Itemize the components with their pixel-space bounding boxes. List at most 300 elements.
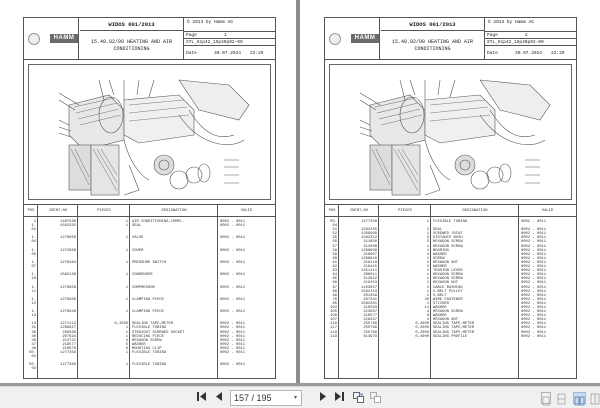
row-designation: SCREWED JOINT (433, 232, 463, 237)
copyright: © 2013 by Hamm AG (488, 20, 534, 25)
row-valid: 0002 - 0011 (521, 330, 547, 335)
exploded-parts-drawing (28, 64, 271, 200)
row-designation: WASHER (433, 265, 447, 270)
row-valid: 0002 - 0011 (220, 338, 246, 343)
row-pos: 50. (330, 220, 337, 224)
row-pos: 03 (31, 367, 36, 372)
row-pieces: 1 (125, 326, 128, 331)
row-ident: 1277360 (60, 363, 76, 368)
row-valid: 0002 - 0011 (220, 310, 246, 315)
back-view-icon (353, 392, 364, 403)
sheet-header (24, 18, 275, 60)
row-pos: 04 (332, 224, 337, 229)
row-pieces: 1 (125, 220, 128, 224)
row-designation: CLAMPING PIECE (132, 297, 164, 302)
row-pos: 46 (31, 338, 36, 343)
row-designation: HEXAGON SCREW (433, 240, 463, 245)
row-valid: 0002 - 0011 (521, 322, 547, 327)
row-designation: FLEXIBLE TUBING (132, 363, 167, 368)
row-valid: 0002 - 0011 (521, 285, 547, 290)
row-valid: 0002 - 0011 (521, 236, 547, 241)
row-pieces: 4 (426, 318, 429, 323)
row-pos: 116 (330, 322, 337, 327)
page-label: Page (186, 33, 197, 38)
row-ident: 216607 (363, 252, 377, 257)
page-row (485, 31, 577, 38)
row-designation: REDUCING PIECE (132, 334, 164, 339)
forward-view-button[interactable] (369, 392, 381, 404)
row-pos: 57 (332, 244, 337, 249)
row-valid: 0002 - 0011 (521, 228, 547, 233)
row-valid: 0002 - 0011 (521, 232, 547, 237)
row-pieces: 1 (125, 224, 128, 229)
row-pieces: 1 (125, 310, 128, 315)
parts-table (24, 204, 275, 378)
page-number: 1 (224, 33, 227, 38)
table-body (325, 220, 576, 339)
parts-table (325, 204, 576, 378)
row-pos: 63 (332, 269, 337, 274)
row-ident: 1272958 (60, 248, 76, 253)
row-ident: 1277359 (361, 220, 377, 224)
row-designation: PRESSURE SWITCH (132, 260, 167, 265)
row-pieces: 4 (426, 310, 429, 315)
row-designation: COVER (132, 248, 144, 253)
catalog-title: WIDOS 001/2013 (80, 18, 183, 31)
row-ident: 255769 (363, 326, 377, 331)
row-pos: 61 (332, 260, 337, 265)
catalog-title: WIDOS 001/2013 (381, 18, 484, 31)
page-left (0, 0, 292, 386)
row-valid: 0002 - 0011 (220, 322, 246, 327)
row-ident: 255769 (363, 322, 377, 327)
row-pieces: 40 (424, 297, 429, 302)
row-pos: 60 (332, 256, 337, 261)
row-pieces: 1 (125, 363, 128, 368)
row-valid: 0002 - 0011 (521, 334, 547, 339)
row-pos: 85 (332, 301, 337, 306)
row-pieces: 0,2000 (415, 330, 429, 335)
row-valid: 0002 - 0011 (220, 285, 246, 290)
two-page-continuous-icon (590, 393, 600, 405)
row-pos: 40 (31, 334, 36, 339)
copyright: © 2013 by Hamm AG (187, 20, 233, 25)
row-pos: 51 (332, 228, 337, 233)
sheet-meta (183, 18, 275, 60)
forward-view-icon (370, 392, 381, 403)
row-valid: 0002 - 0011 (521, 293, 547, 298)
row-pos: 50. (29, 363, 36, 368)
row-designation: SEALING TAPE,METER (132, 322, 174, 327)
col-designation: DESIGNATION (462, 209, 488, 213)
sheet-meta (484, 18, 576, 60)
row-pos: 107 (330, 318, 337, 323)
row-pos: 64 (332, 273, 337, 278)
row-valid: 0002 - 0011 (220, 342, 246, 347)
row-ident: 614979 (363, 334, 377, 339)
single-page-icon (542, 396, 550, 406)
row-pieces: 1 (125, 334, 128, 339)
row-designation: STRAIGHT SCREWED SOCKET (132, 330, 185, 335)
row-pos: 67 (332, 285, 337, 290)
prev-page-icon (216, 392, 222, 401)
row-valid: 0002 - 0011 (521, 244, 547, 249)
row-designation: WASHER (433, 314, 447, 319)
exploded-parts-drawing (329, 64, 572, 200)
row-pieces: 4 (426, 252, 429, 257)
row-designation: SEAL (132, 224, 142, 229)
row-ident: 1582301 (361, 301, 377, 306)
row-valid: 0002 - 0011 (220, 260, 246, 265)
row-designation: HEXAGON SCREW (433, 244, 463, 249)
row-pieces: 2 (426, 265, 429, 270)
row-valid: 0002 - 0011 (220, 351, 246, 355)
next-page-button[interactable] (318, 392, 328, 404)
row-pos: 68 (332, 289, 337, 294)
row-valid: 0002 - 0011 (521, 297, 547, 302)
row-ident: 1487560 (60, 220, 76, 224)
row-pos: 12 (31, 301, 36, 306)
date-value: 30.07.2024 (515, 51, 543, 56)
table-row (24, 367, 275, 371)
row-pieces: 1 (426, 220, 429, 224)
row-valid: 0002 - 0011 (220, 224, 246, 229)
section-title: 15.40.02/00 HEATING AND AIR CONDITIONING (90, 39, 172, 52)
first-page-button[interactable] (196, 392, 208, 404)
row-designation: AIR CONDITIONING,COMPL. (132, 220, 185, 224)
row-valid: 0002 - 0011 (220, 236, 246, 241)
row-designation: SEALING TAPE,METER (433, 330, 475, 335)
row-pieces: 1 (426, 277, 429, 282)
row-pos: 48 (31, 346, 36, 351)
row-pos: 118 (330, 330, 337, 335)
row-designation: CLAMPING PIECE (132, 310, 164, 315)
parts-sheet (23, 17, 276, 379)
row-ident: 1582255 (361, 228, 377, 233)
row-valid: 0002 - 0011 (220, 363, 246, 368)
row-pos: 01 (31, 228, 36, 233)
row-pieces: 1 (125, 351, 128, 355)
col-ident: IDENT-NO (349, 209, 369, 213)
row-pos: 13 (31, 314, 36, 319)
navigation-toolbar (0, 386, 600, 408)
hamm-logo: HAMM (351, 34, 379, 43)
row-designation: WASHER (433, 305, 447, 310)
row-pieces: 2 (426, 260, 429, 265)
row-ident: 207624 (62, 334, 76, 339)
row-pieces: 1 (125, 273, 128, 278)
row-valid: 0002 - 0011 (521, 305, 547, 310)
row-valid: 0002 - 0011 (521, 260, 547, 265)
row-designation: VALVE (132, 236, 144, 241)
next-page-icon (320, 392, 326, 401)
row-pieces: 1 (426, 244, 429, 249)
row-valid: 0002 - 0011 (521, 277, 547, 282)
first-page-icon (197, 392, 207, 401)
row-pieces: 1 (426, 228, 429, 233)
row-pos: 31 (31, 326, 36, 331)
row-pos: 05 (31, 252, 36, 257)
row-ident: 1268627 (60, 326, 76, 331)
row-designation: WASHER (433, 252, 447, 257)
row-ident: 1278364 (60, 260, 76, 265)
row-ident: 1582352 (361, 236, 377, 241)
back-view-button[interactable] (352, 392, 364, 404)
row-pieces: 1 (426, 256, 429, 261)
row-pos: 50. (29, 351, 36, 355)
row-designation: MOUNTING CLIP (132, 346, 162, 351)
col-valid: VALID (541, 209, 554, 213)
row-pieces: 0,4000 (415, 322, 429, 327)
view-single-page-button[interactable] (541, 392, 551, 404)
row-pieces: 5 (125, 342, 128, 347)
row-designation: HEXAGON SCREW (433, 273, 463, 278)
row-valid: 0002 - 0011 (521, 310, 547, 315)
table-header (325, 205, 576, 217)
row-pos: 1. (31, 285, 36, 290)
row-valid: 0002 - 0011 (220, 326, 246, 331)
row-ident: 1276858 (60, 285, 76, 290)
row-ident: 216437 (363, 318, 377, 323)
row-pieces: 4 (125, 338, 128, 343)
row-valid: 0002 - 0011 (220, 248, 246, 253)
row-ident: 207341 (363, 297, 377, 302)
row-ident: 210978 (62, 346, 76, 351)
row-pos: 02 (31, 355, 36, 360)
row-designation: HEXAGON NUT (433, 281, 459, 286)
row-ident: 1277359 (60, 351, 76, 355)
row-pieces: 1 (426, 293, 429, 298)
row-pieces: 0,1500 (114, 322, 128, 327)
parts-sheet (324, 17, 577, 379)
row-valid: 0002 - 0011 (521, 301, 547, 306)
row-ident: 216577 (363, 314, 377, 319)
row-designation: V-BELT (433, 293, 447, 298)
row-ident: 213667 (363, 310, 377, 315)
row-pos: 105 (330, 310, 337, 315)
col-designation: DESIGNATION (161, 209, 187, 213)
hamm-logo: HAMM (50, 34, 78, 43)
row-ident: 1582139 (60, 273, 76, 278)
row-ident: 212008 (363, 244, 377, 249)
table-body (24, 220, 275, 371)
row-ident: 211850 (363, 240, 377, 245)
col-pos: POS (328, 209, 336, 213)
row-ident: 201359 (363, 293, 377, 298)
row-valid: 0002 - 0011 (521, 240, 547, 245)
page-number: 2 (525, 33, 528, 38)
row-pieces: 14 (424, 305, 429, 310)
row-pieces: 1 (125, 260, 128, 265)
row-ident: 216577 (62, 342, 76, 347)
row-pos: 106 (330, 314, 337, 319)
row-designation: FLEXIBLE TUBING (132, 351, 167, 355)
two-page-icon (574, 396, 585, 406)
row-valid: 0002 - 0011 (521, 248, 547, 253)
row-pos: 58 (332, 248, 337, 253)
row-pos: 119 (330, 334, 337, 339)
row-valid: 0002 - 0011 (521, 318, 547, 323)
prev-page-button[interactable] (214, 392, 224, 404)
row-valid: 0002 - 0011 (220, 346, 246, 351)
row-pieces: 3 (426, 240, 429, 245)
engine-diagram-icon (29, 65, 271, 200)
col-pieces: PIECES (97, 209, 111, 213)
row-pieces: 0,2000 (415, 326, 429, 331)
view-two-page-button[interactable] (573, 392, 586, 404)
row-ident: 1582255 (60, 224, 76, 229)
row-pos: 52 (332, 232, 337, 237)
row-designation: HEXAGON NUT (433, 260, 459, 265)
row-pieces: 1 (426, 301, 429, 306)
time-value: 22:29 (250, 51, 264, 56)
row-designation: HEXAGON SCREW (433, 277, 463, 282)
row-designation: FLEXIBLE TUBING (132, 326, 167, 331)
date-label: Date (186, 51, 197, 56)
row-pos: 10 (31, 277, 36, 282)
section-title: 15.40.02/00 HEATING AND AIR CONDITIONING (391, 39, 473, 52)
wirtgen-group-logo-icon (28, 33, 40, 45)
row-designation: SEALING TAPE,METER (433, 326, 475, 331)
row-pieces: 1 (426, 248, 429, 253)
row-designation: HEXAGON SCREW (132, 338, 162, 343)
row-valid: 0002 - 0011 (220, 220, 246, 224)
row-valid: 0002 - 0011 (220, 297, 246, 302)
row-valid: 0002 - 0011 (521, 273, 547, 278)
row-designation: CABLE BUSHING (433, 285, 463, 290)
row-valid: 0002 - 0011 (220, 334, 246, 339)
row-designation: SEALING PROFILE (433, 334, 468, 339)
row-pos: 1 (33, 220, 36, 224)
row-pos: 1. (31, 224, 36, 229)
doc-id: STL_H1p42_15p40p02-00 (184, 38, 276, 45)
row-pieces: 6 (125, 346, 128, 351)
row-pos: 07 (31, 265, 36, 270)
last-page-button[interactable] (334, 392, 346, 404)
logo-block (325, 18, 380, 60)
row-valid: 0002 - 0011 (521, 256, 547, 261)
row-ident: 216415 (363, 265, 377, 270)
row-pos: 47 (31, 342, 36, 347)
col-valid: VALID (240, 209, 253, 213)
row-pieces: 1 (125, 248, 128, 253)
row-valid: 0002 - 0011 (521, 326, 547, 331)
view-continuous-button[interactable] (557, 392, 567, 404)
row-ident: 212721 (62, 338, 76, 343)
row-designation: STICKER (433, 301, 449, 306)
page-divider (292, 0, 304, 386)
row-pos: 62 (332, 265, 337, 270)
row-designation: BEARING (433, 248, 449, 253)
view-two-page-continuous-button[interactable] (590, 392, 600, 404)
row-ident: 1276859 (60, 236, 76, 241)
row-ident: 1268810 (361, 256, 377, 261)
page-indicator: 157 / 195 (234, 393, 272, 403)
row-designation: FLEXIBLE TUBING (433, 220, 468, 224)
row-pos: 69 (332, 293, 337, 298)
row-designation: SEAL (433, 228, 443, 233)
chevron-down-icon[interactable]: ▾ (293, 395, 297, 401)
sheet-header (325, 18, 576, 60)
row-pos: 102 (330, 305, 337, 310)
row-pieces: 1 (125, 236, 128, 241)
row-pos: 66 (332, 281, 337, 286)
row-pos: 13 (31, 322, 36, 327)
row-pieces: 1 (426, 269, 429, 274)
date-row (184, 45, 276, 60)
row-pieces: 2 (426, 285, 429, 290)
row-designation: SCREW (433, 256, 445, 261)
row-pos: 55 (332, 236, 337, 241)
row-designation: HEXAGON NUT (433, 318, 459, 323)
row-pieces: 1 (426, 232, 429, 237)
page-right (304, 0, 596, 386)
engine-diagram-icon (330, 65, 572, 200)
row-pieces: 8 (426, 314, 429, 319)
row-designation: HEXAGON SCREW (433, 310, 463, 315)
row-designation: TENSION LEVER (433, 269, 463, 274)
page-row (184, 31, 276, 38)
row-pos: 1. (31, 236, 36, 241)
date-value: 30.07.2024 (214, 51, 242, 56)
row-ident: 212822 (363, 277, 377, 282)
row-pos: 1. (31, 248, 36, 253)
row-pieces: 1 (125, 297, 128, 302)
wirtgen-group-logo-icon (329, 33, 341, 45)
row-ident: 1451111 (361, 269, 377, 274)
row-pos: 1. (31, 273, 36, 278)
page-number-input[interactable] (230, 390, 302, 406)
row-valid: 0002 - 0011 (521, 265, 547, 270)
row-ident: 288011 (363, 273, 377, 278)
row-valid: 0002 - 0011 (521, 220, 547, 224)
row-ident: 1271113 (60, 322, 76, 327)
row-ident: 1276948 (60, 310, 76, 315)
row-pos: 11 (31, 289, 36, 294)
row-valid: 0002 - 0011 (521, 269, 547, 274)
row-ident: 1582153 (361, 289, 377, 294)
table-header (24, 205, 275, 217)
table-row (325, 335, 576, 339)
row-pos: 1. (31, 297, 36, 302)
col-pos: POS (27, 209, 35, 213)
row-pos: 1. (31, 260, 36, 265)
row-pos: 39 (31, 330, 36, 335)
row-valid: 0002 - 0011 (521, 252, 547, 257)
row-designation: CONDENSER (132, 273, 153, 278)
row-ident: 1103857 (361, 285, 377, 290)
row-pos: 117 (330, 326, 337, 331)
row-ident: 1269909 (361, 232, 377, 237)
row-pieces: 3 (426, 236, 429, 241)
row-pos: 65 (332, 277, 337, 282)
col-ident: IDENT-NO (48, 209, 68, 213)
logo-block (24, 18, 79, 60)
page-label: Page (487, 33, 498, 38)
row-pos: 70 (332, 297, 337, 302)
row-designation: V-BELT PULLEY (433, 289, 463, 294)
row-pieces: 1 (426, 289, 429, 294)
row-ident: 255769 (363, 330, 377, 335)
col-pieces: PIECES (398, 209, 412, 213)
continuous-page-icon (557, 393, 567, 405)
row-valid: 0002 - 0011 (521, 289, 547, 294)
row-valid: 0002 - 0011 (521, 314, 547, 319)
row-designation: COMPRESSOR (132, 285, 155, 290)
row-pos: 59 (332, 252, 337, 257)
row-ident: 216119 (363, 260, 377, 265)
row-pieces: 1 (426, 281, 429, 286)
